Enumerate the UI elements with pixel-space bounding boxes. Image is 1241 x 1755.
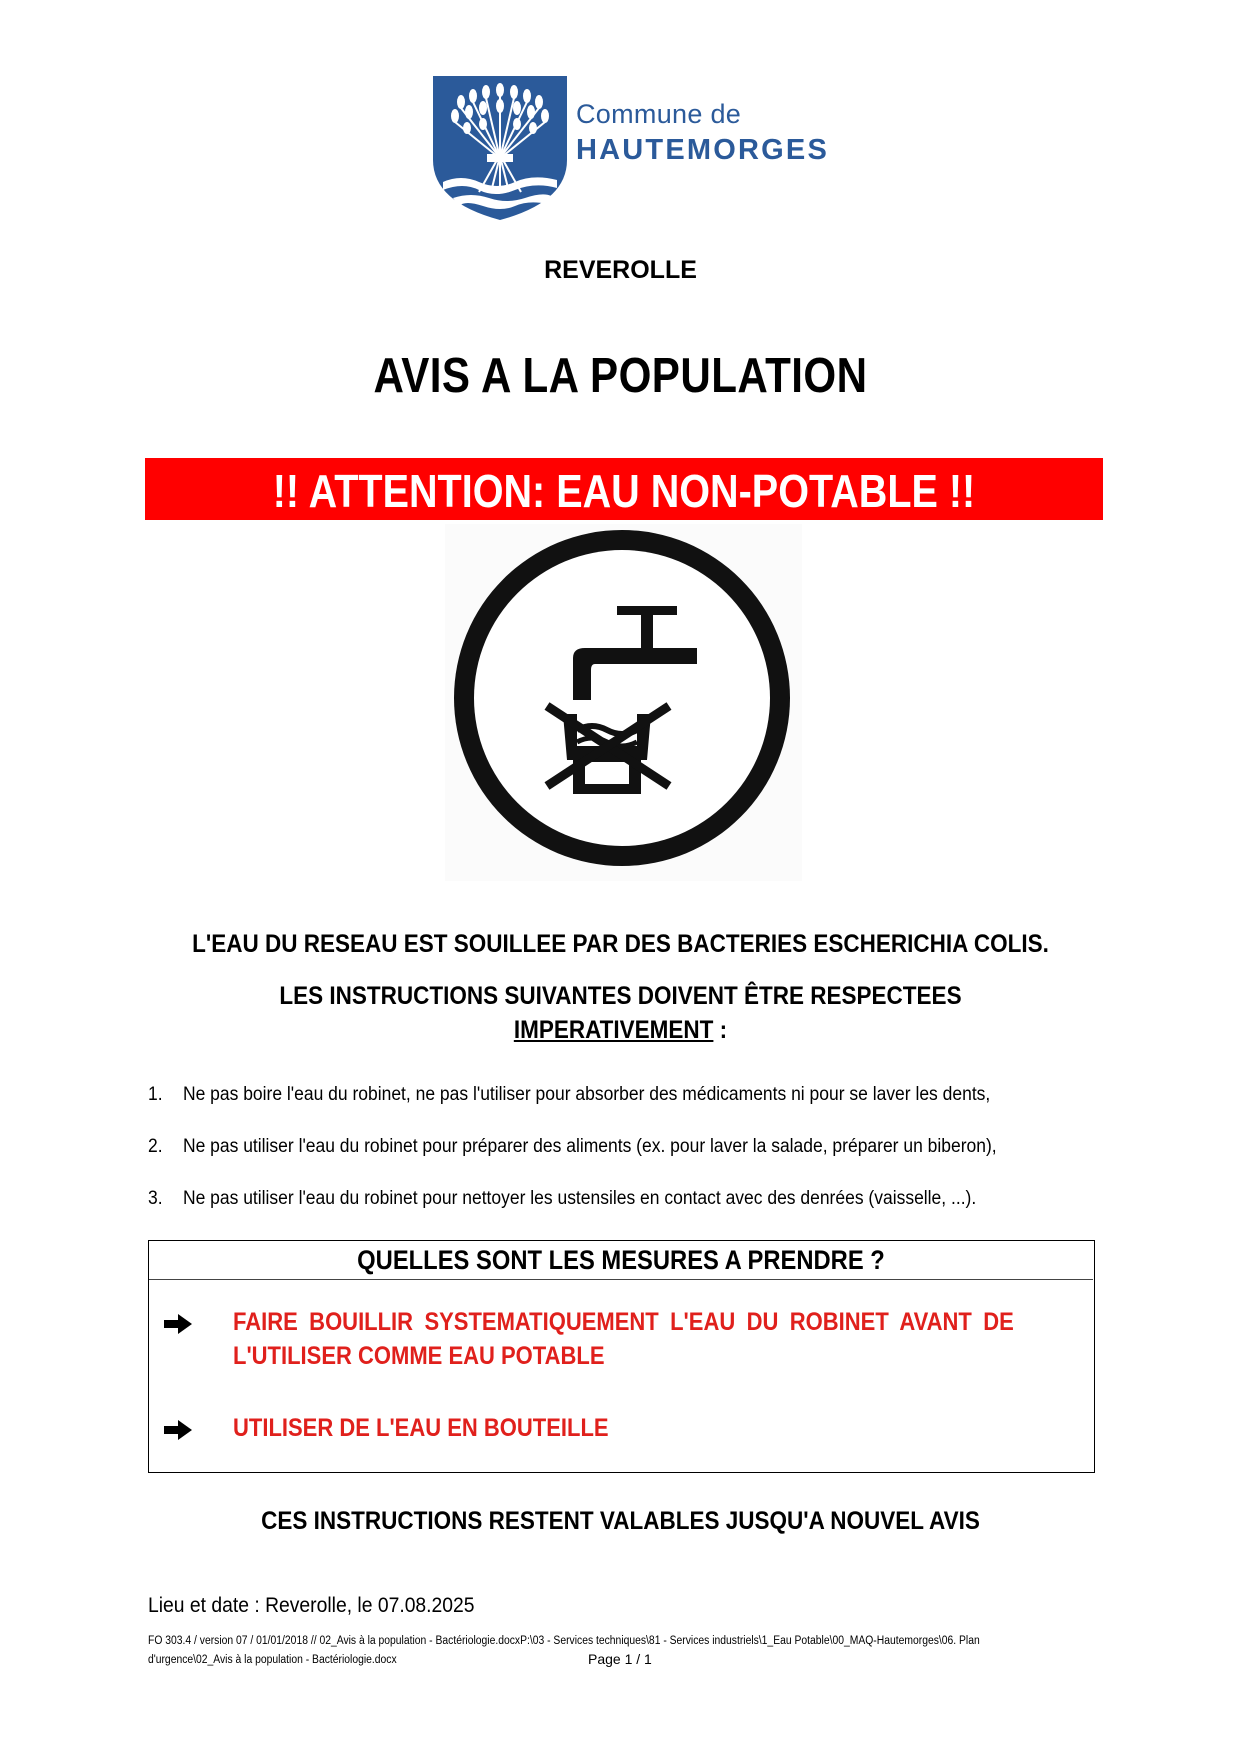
coat-of-arms-wheat-sheaf-icon — [431, 74, 571, 222]
instructions-emphasis: IMPERATIVEMENT — [513, 1016, 714, 1044]
page-number: Page 1 / 1 — [588, 1651, 652, 1667]
list-item — [148, 1136, 997, 1158]
measure-boil-line-2: L'UTILISER COMME EAU POTABLE — [233, 1342, 605, 1370]
list-item-number: 2. — [148, 1136, 163, 1157]
list-item-text: Ne pas utiliser l'eau du robinet pour préparer des aliments (ex. pour laver la salade, préparer un biberon), — [182, 1136, 997, 1157]
arrow-right-icon — [163, 1313, 193, 1335]
measure-boil-line-1: FAIRE BOUILLIR SYSTEMATIQUEMENT L'EAU DU ROBINET AVANT DE — [233, 1308, 1014, 1336]
instructions-suffix: : — [713, 1016, 728, 1044]
list-item-number: 3. — [148, 1188, 163, 1209]
list-item — [148, 1188, 976, 1210]
measure-bottled-water: UTILISER DE L'EAU EN BOUTEILLE — [233, 1414, 609, 1442]
instructions-heading-line-2 — [62, 1016, 1179, 1045]
warning-banner — [145, 458, 1103, 520]
non-potable-water-sign — [445, 524, 802, 881]
logo-line-2: HAUTEMORGES — [576, 134, 829, 166]
footer-path-line-1: FO 303.4 / version 07 / 01/01/2018 // 02_Avis à la population - Bactériologie.docxP:\03 - Services techniques\81 - Services industriels\1_Eau Potable\00_MAQ-Hautemorges\06. Plan — [148, 1635, 980, 1647]
list-item-text: Ne pas utiliser l'eau du robinet pour nettoyer les ustensiles en contact avec des denrées (vaisselle, ...). — [182, 1188, 977, 1209]
validity-notice: CES INSTRUCTIONS RESTENT VALABLES JUSQU'A NOUVEL AVIS — [261, 1507, 980, 1535]
measures-header — [149, 1241, 1093, 1280]
list-item — [148, 1084, 990, 1106]
page-title: AVIS A LA POPULATION — [373, 349, 868, 403]
measures-box — [148, 1240, 1095, 1473]
warning-banner-text: !! ATTENTION: EAU NON-POTABLE !! — [272, 465, 976, 517]
instructions-heading-line-1: LES INSTRUCTIONS SUIVANTES DOIVENT ÊTRE RESPECTEES — [279, 982, 962, 1010]
arrow-right-icon — [163, 1419, 193, 1441]
locality-heading: REVEROLLE — [544, 256, 697, 284]
footer-path-line-2: d'urgence\02_Avis à la population - Bactériologie.docx — [148, 1654, 397, 1666]
list-item-number: 1. — [148, 1084, 163, 1105]
contamination-statement: L'EAU DU RESEAU EST SOUILLEE PAR DES BACTERIES ESCHERICHIA COLIS. — [192, 930, 1049, 958]
non-potable-water-icon — [445, 524, 802, 881]
measures-title: QUELLES SONT LES MESURES A PRENDRE ? — [357, 1245, 885, 1275]
list-item-text: Ne pas boire l'eau du robinet, ne pas l'utiliser pour absorber des médicaments ni pour se laver les dents, — [182, 1084, 991, 1105]
logo-line-1: Commune de — [576, 99, 742, 129]
place-and-date: Lieu et date : Reverolle, le 07.08.2025 — [148, 1594, 475, 1617]
